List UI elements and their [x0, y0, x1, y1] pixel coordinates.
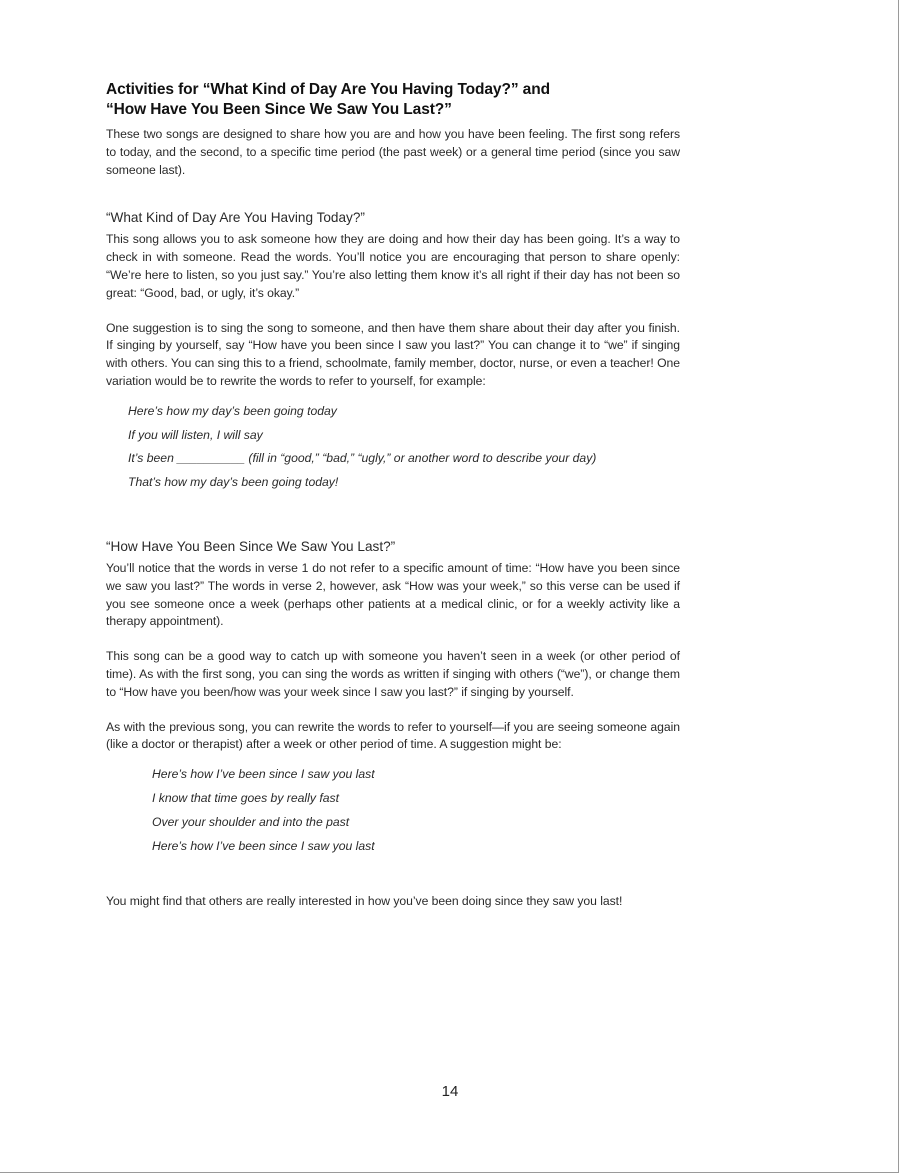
section-2-title: “How Have You Been Since We Saw You Last?”	[106, 538, 396, 554]
lyric-line: Here’s how my day’s been going today	[128, 403, 337, 418]
lyric-line: Here’s how I’ve been since I saw you last	[152, 838, 375, 853]
closing-paragraph: You might find that others are really interested in how you’ve been doing since they saw you last!	[106, 894, 623, 909]
lyric-line: That’s how my day’s been going today!	[128, 475, 339, 490]
page-content	[106, 80, 680, 911]
section-2-lyrics	[152, 763, 680, 858]
page-title-line-2: “How Have You Been Since We Saw You Last?”	[106, 101, 452, 118]
section-2-paragraph-2: This song can be a good way to catch up with someone you haven’t seen in a week (or other period of time). As with the first song, you can sing the words as written if singing with others (“we”), or change them to “How have you been/how was your week since I saw you last?” if singing by yourself.	[106, 649, 680, 699]
lyric-line: I know that time goes by really fast	[152, 790, 339, 805]
section-1-paragraph-2: One suggestion is to sing the song to someone, and then have them share about their day after you finish. If singing by yourself, say “How have you been since I saw you last?” You can change it to “we” if singing with others. You can sing this to a friend, schoolmate, family member, doctor, nurse, or even a teacher! One variation would be to rewrite the words to refer to yourself, for example:	[106, 320, 680, 388]
section-2-paragraph-3: As with the previous song, you can rewrite the words to refer to yourself—if you are seeing someone again (like a doctor or therapist) after a week or other period of time. A suggestion might be:	[106, 719, 680, 752]
lyric-line: If you will listen, I will say	[128, 427, 263, 442]
page-number: 14	[441, 1083, 459, 1100]
intro-paragraph: These two songs are designed to share how you are and how you have been feeling. The first song refers to today, and the second, to a specific time period (the past week) or a general time period (since you saw someone last).	[106, 127, 680, 177]
lyric-line: Here’s how I’ve been since I saw you last	[152, 767, 375, 782]
page-title	[106, 80, 680, 120]
section-1-lyrics	[128, 400, 680, 495]
lyric-line: It’s been __________ (fill in “good,” “bad,” “ugly,” or another word to describe your day)	[128, 451, 597, 466]
section-1-paragraph-1: This song allows you to ask someone how they are doing and how their day has been going. It’s a way to check in with someone. Read the words. You’ll notice you are encouraging that person to share openly: “We’re here to listen, so you just say.” You’re also letting them know it’s all right if their day has not been so great: “Good, bad, or ugly, it’s okay.”	[106, 232, 680, 300]
page-title-line-1: Activities for “What Kind of Day Are You Having Today?” and	[106, 81, 550, 98]
section-1-title: “What Kind of Day Are You Having Today?”	[106, 210, 365, 226]
section-2-paragraph-1: You’ll notice that the words in verse 1 do not refer to a specific amount of time: “How have you been since we saw you last?” The words in verse 2, however, ask “How was your week,” so this verse can be used if you see someone once a week (perhaps other patients at a medical clinic, or for a weekly activity like a therapy appointment).	[106, 560, 680, 629]
lyric-line: Over your shoulder and into the past	[152, 814, 350, 829]
